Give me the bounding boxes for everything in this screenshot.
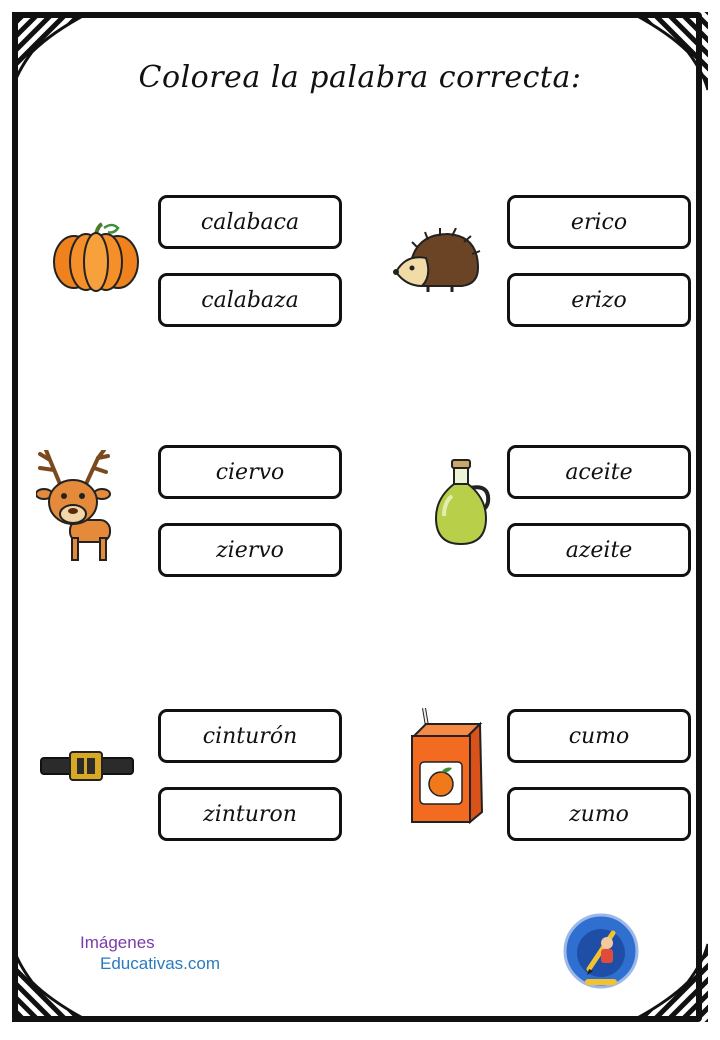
deer-icon xyxy=(36,450,120,564)
option-cumo[interactable]: cumo xyxy=(507,709,691,763)
option-cinturon[interactable]: cinturón xyxy=(158,709,342,763)
pumpkin-icon xyxy=(52,220,140,296)
brand-logo-line2: Educativas.com xyxy=(100,954,220,973)
option-zumo[interactable]: zumo xyxy=(507,787,691,841)
oil-bottle-icon xyxy=(434,458,496,546)
option-aceite[interactable]: aceite xyxy=(507,445,691,499)
option-erico[interactable]: erico xyxy=(507,195,691,249)
corner-stripes-bottom-right xyxy=(628,942,708,1022)
brand-logo xyxy=(80,932,220,974)
hedgehog-icon xyxy=(392,228,482,294)
page-title: Colorea la palabra correcta: xyxy=(138,60,582,95)
option-ziervo[interactable]: ziervo xyxy=(158,523,342,577)
juice-box-icon xyxy=(410,708,486,826)
brand-badge-icon xyxy=(563,913,639,989)
option-azeite[interactable]: azeite xyxy=(507,523,691,577)
option-zinturon[interactable]: zinturon xyxy=(158,787,342,841)
belt-icon xyxy=(40,750,134,782)
option-ciervo[interactable]: ciervo xyxy=(158,445,342,499)
option-erizo[interactable]: erizo xyxy=(507,273,691,327)
option-calabaca[interactable]: calabaca xyxy=(158,195,342,249)
option-calabaza[interactable]: calabaza xyxy=(158,273,342,327)
brand-logo-line1: Imágenes xyxy=(80,933,155,952)
